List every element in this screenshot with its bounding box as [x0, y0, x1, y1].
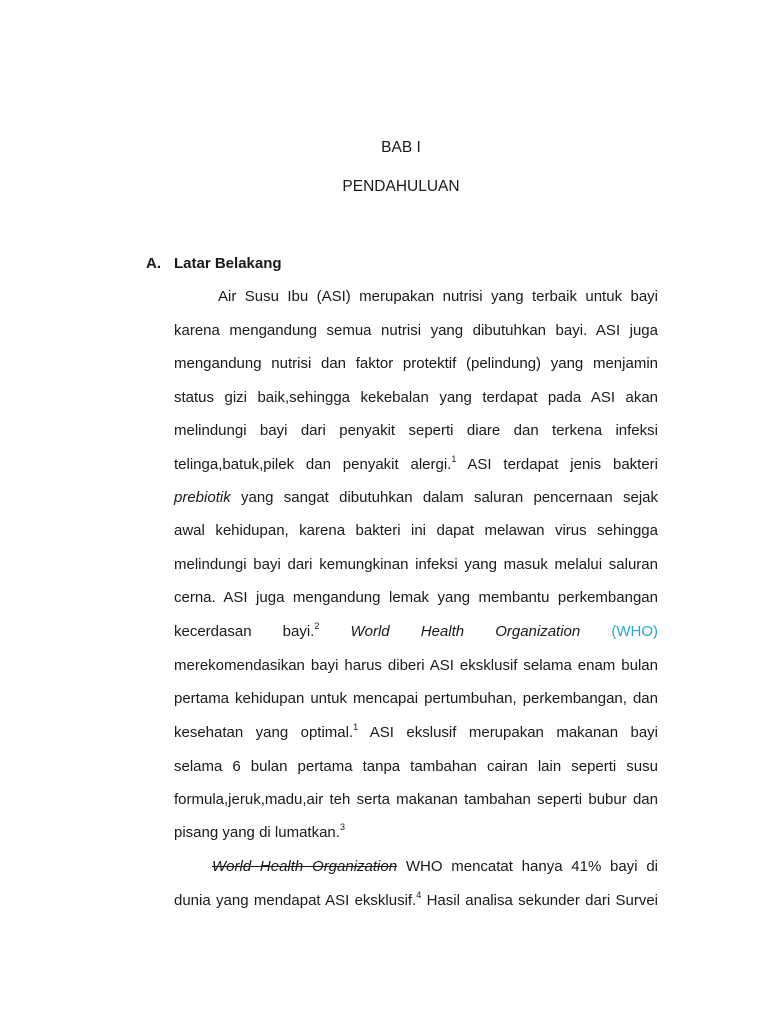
text-segment: merekomendasikan bayi harus diberi ASI eksklusif selama enam bulan — [174, 657, 658, 674]
chapter-title: PENDAHULUAN — [342, 178, 460, 195]
paragraph-line — [218, 288, 658, 306]
text-segment — [580, 623, 611, 640]
text-segment: pisang yang di lumatkan. — [174, 824, 340, 841]
text-segment: dunia yang mendapat ASI eksklusif. — [174, 892, 417, 909]
text-segment: karena mengandung semua nutrisi yang dibutuhkan bayi. ASI juga — [174, 322, 658, 339]
text-segment: awal kehidupan, karena bakteri ini dapat melawan virus sehingga — [174, 522, 658, 539]
text-segment: status gizi baik,sehingga kekebalan yang terdapat pada ASI akan — [174, 389, 658, 406]
text-segment: ASI ekslusif merupakan makanan bayi — [358, 724, 658, 741]
footnote-ref: 2 — [314, 621, 320, 631]
paragraph-line — [174, 489, 658, 507]
paragraph-line — [174, 791, 658, 809]
text-segment: World Health Organization — [350, 623, 581, 640]
paragraph-line — [174, 556, 658, 574]
text-segment: prebiotik — [174, 489, 231, 506]
paragraph-line — [174, 422, 658, 440]
section-letter: A. — [146, 255, 161, 272]
paragraph-line — [174, 322, 658, 340]
text-segment — [319, 623, 350, 640]
footnote-ref: 4 — [416, 890, 422, 900]
section-heading — [146, 255, 282, 272]
footnote-ref: 1 — [353, 722, 359, 732]
text-segment: telinga,batuk,pilek dan penyakit alergi. — [174, 456, 452, 473]
paragraph-line — [174, 623, 658, 641]
paragraph-line — [174, 589, 658, 607]
paragraph-line — [174, 657, 658, 675]
text-segment: WHO mencatat hanya 41% bayi di — [397, 858, 658, 875]
paragraph-line — [174, 758, 658, 776]
text-segment: mengandung nutrisi dan faktor protektif (pelindung) yang menjamin — [174, 355, 658, 372]
text-segment: Hasil analisa sekunder dari Survei — [421, 892, 658, 909]
text-segment: formula,jeruk,madu,air teh serta makanan tambahan seperti bubur dan — [174, 791, 658, 808]
paragraph-line — [174, 456, 658, 474]
text-segment: cerna. ASI juga mengandung lemak yang membantu perkembangan — [174, 589, 658, 606]
footnote-ref: 3 — [339, 822, 345, 832]
paragraph-line — [174, 690, 658, 708]
paragraph-line — [174, 724, 658, 742]
paragraph-line — [174, 824, 658, 842]
section-title: Latar Belakang — [174, 255, 282, 272]
highlighted-text: (WHO) — [611, 623, 659, 640]
text-segment: Air Susu Ibu (ASI) merupakan nutrisi yang terbaik untuk bayi — [218, 288, 658, 305]
text-segment: melindungi bayi dari penyakit seperti diare dan terkena infeksi — [174, 422, 658, 439]
text-segment: kesehatan yang optimal. — [174, 724, 354, 741]
paragraph-line — [174, 522, 658, 540]
text-segment: yang sangat dibutuhkan dalam saluran pencernaan sejak — [230, 489, 658, 506]
text-segment: World Health Organization — [212, 858, 398, 875]
text-segment: kecerdasan bayi. — [174, 623, 315, 640]
text-segment: selama 6 bulan pertama tanpa tambahan cairan lain seperti susu — [174, 758, 658, 775]
text-segment: pertama kehidupan untuk mencapai pertumbuhan, perkembangan, dan — [174, 690, 658, 707]
text-segment: ASI terdapat jenis bakteri — [456, 456, 658, 473]
text-segment: melindungi bayi dari kemungkinan infeksi yang masuk melalui saluran — [174, 556, 658, 573]
chapter-heading: BAB I — [381, 139, 421, 156]
footnote-ref: 1 — [451, 454, 457, 464]
paragraph-line — [174, 892, 658, 910]
paragraph-line — [212, 858, 658, 876]
paragraph-line — [174, 355, 658, 373]
paragraph-line — [174, 389, 658, 407]
